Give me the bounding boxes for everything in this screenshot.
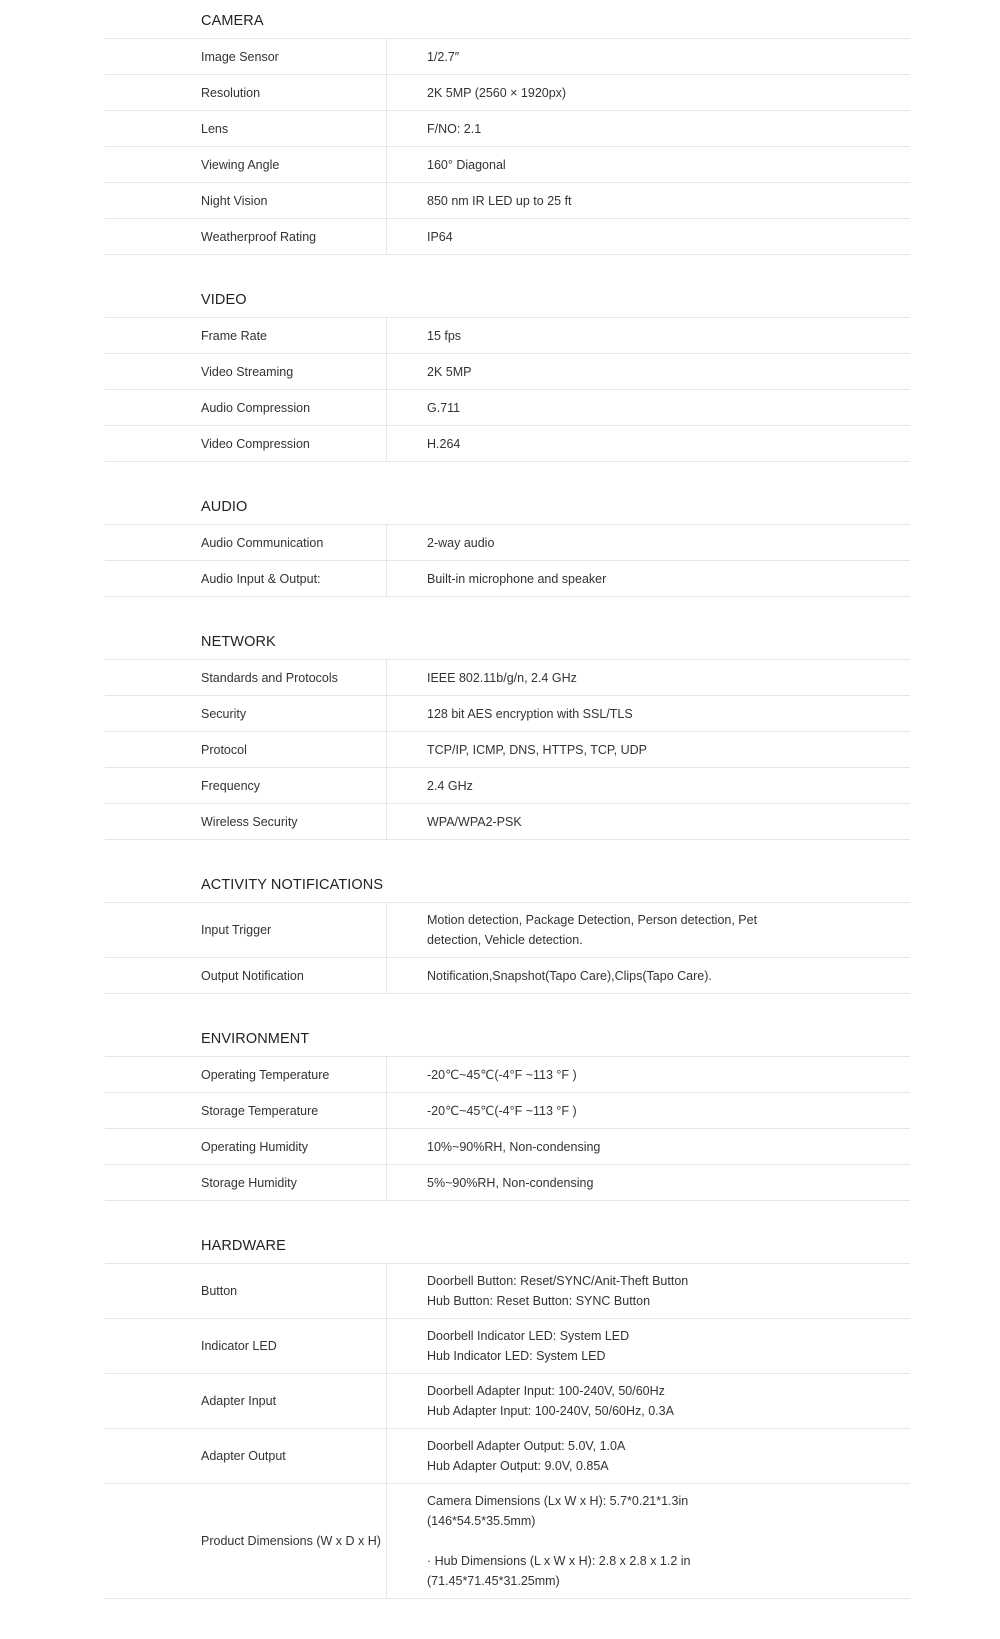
spec-value-line: Hub Button: Reset Button: SYNC Button — [427, 1294, 651, 1308]
spec-row — [105, 1264, 910, 1319]
spec-value — [387, 426, 910, 461]
spec-value-line: 10%~90%RH, Non-condensing — [427, 1139, 601, 1154]
spec-row — [105, 768, 910, 804]
section-title: HARDWARE — [105, 1225, 910, 1264]
spec-value-line: · Hub Dimensions (L x W x H): 2.8 x 2.8 x 1.2 in — [427, 1554, 691, 1568]
spec-value — [387, 804, 910, 839]
spec-row — [105, 1429, 910, 1484]
spec-value — [387, 1374, 910, 1428]
spec-value-line: 2K 5MP (2560 × 1920px) — [427, 85, 567, 100]
spec-value — [387, 390, 910, 425]
spec-label: Output Notification — [105, 958, 387, 993]
spec-value-line: WPA/WPA2-PSK — [427, 814, 522, 829]
spec-value-line: Doorbell Adapter Input: 100-240V, 50/60Hz — [427, 1384, 665, 1398]
spec-label: Storage Temperature — [105, 1093, 387, 1128]
spec-row — [105, 696, 910, 732]
spec-label: Operating Temperature — [105, 1057, 387, 1092]
spec-row — [105, 903, 910, 958]
spec-row — [105, 426, 910, 462]
section-video — [105, 279, 910, 462]
spec-row — [105, 75, 910, 111]
spec-row — [105, 1129, 910, 1165]
spec-label: Viewing Angle — [105, 147, 387, 182]
spec-value-line: F/NO: 2.1 — [427, 121, 482, 136]
section-title: AUDIO — [105, 486, 910, 525]
spec-label: Adapter Input — [105, 1374, 387, 1428]
spec-value — [387, 660, 910, 695]
spec-label: Image Sensor — [105, 39, 387, 74]
spec-row — [105, 390, 910, 426]
spec-value-line: -20℃~45℃(-4°F ~113 °F ) — [427, 1103, 577, 1118]
spec-label: Audio Communication — [105, 525, 387, 560]
spec-value — [387, 318, 910, 353]
spec-label: Video Compression — [105, 426, 387, 461]
spec-value — [387, 1129, 910, 1164]
spec-value-line: Hub Adapter Output: 9.0V, 0.85A — [427, 1459, 609, 1473]
spec-value-line: 160° Diagonal — [427, 157, 506, 172]
spec-row — [105, 1093, 910, 1129]
spec-row — [105, 804, 910, 840]
spec-label: Wireless Security — [105, 804, 387, 839]
spec-value — [387, 219, 910, 254]
spec-value — [387, 732, 910, 767]
spec-value-line: Notification,Snapshot(Tapo Care),Clips(Tapo Care). — [427, 968, 712, 983]
spec-table — [105, 0, 910, 1599]
spec-value-line: 850 nm IR LED up to 25 ft — [427, 193, 572, 208]
spec-label: Audio Compression — [105, 390, 387, 425]
spec-row — [105, 660, 910, 696]
spec-value — [387, 111, 910, 146]
section-environment — [105, 1018, 910, 1201]
spec-label: Video Streaming — [105, 354, 387, 389]
spec-row — [105, 1319, 910, 1374]
spec-value-line: 2-way audio — [427, 535, 495, 550]
spec-value-line: 2K 5MP — [427, 364, 472, 379]
spec-label: Button — [105, 1264, 387, 1318]
spec-label: Product Dimensions (W x D x H) — [105, 1484, 387, 1598]
spec-label: Resolution — [105, 75, 387, 110]
spec-label: Night Vision — [105, 183, 387, 218]
spec-value-line: Doorbell Adapter Output: 5.0V, 1.0A — [427, 1439, 626, 1453]
spec-value-line: 2.4 GHz — [427, 778, 473, 793]
spec-value-line: 128 bit AES encryption with SSL/TLS — [427, 706, 633, 721]
spec-row — [105, 318, 910, 354]
spec-value-line: detection, Vehicle detection. — [427, 933, 583, 947]
spec-value — [387, 958, 910, 993]
spec-value-line: 5%~90%RH, Non-condensing — [427, 1175, 594, 1190]
spec-value-line: H.264 — [427, 436, 461, 451]
spec-row — [105, 111, 910, 147]
spec-value-line: -20℃~45℃(-4°F ~113 °F ) — [427, 1067, 577, 1082]
spec-value-line: Doorbell Button: Reset/SYNC/Anit-Theft Button — [427, 1274, 689, 1288]
spec-row — [105, 219, 910, 255]
spec-row — [105, 1484, 910, 1599]
spec-label: Frequency — [105, 768, 387, 803]
spec-label: Indicator LED — [105, 1319, 387, 1373]
spec-row — [105, 732, 910, 768]
spec-value — [387, 1429, 910, 1483]
spec-label: Protocol — [105, 732, 387, 767]
spec-value-line: 1/2.7″ — [427, 49, 460, 64]
spec-row — [105, 1165, 910, 1201]
spec-value — [387, 768, 910, 803]
spec-label: Standards and Protocols — [105, 660, 387, 695]
spec-value — [387, 183, 910, 218]
spec-value-line: G.711 — [427, 400, 461, 415]
spec-value-line: (71.45*71.45*31.25mm) — [427, 1574, 560, 1588]
spec-value — [387, 147, 910, 182]
spec-value — [387, 1264, 910, 1318]
spec-value — [387, 561, 910, 596]
spec-value — [387, 1165, 910, 1200]
spec-row — [105, 1374, 910, 1429]
spec-label: Input Trigger — [105, 903, 387, 957]
spec-value-line: Camera Dimensions (Lx W x H): 5.7*0.21*1.3in — [427, 1494, 689, 1508]
spec-value — [387, 1319, 910, 1373]
spec-value — [387, 1057, 910, 1092]
spec-value-line: Motion detection, Package Detection, Person detection, Pet — [427, 913, 758, 927]
spec-value — [387, 525, 910, 560]
section-network — [105, 621, 910, 840]
section-hardware — [105, 1225, 910, 1599]
spec-value — [387, 39, 910, 74]
section-title: NETWORK — [105, 621, 910, 660]
spec-row — [105, 525, 910, 561]
section-audio — [105, 486, 910, 597]
spec-value — [387, 354, 910, 389]
spacer — [427, 1531, 790, 1551]
spec-label: Adapter Output — [105, 1429, 387, 1483]
spec-value-line: TCP/IP, ICMP, DNS, HTTPS, TCP, UDP — [427, 742, 647, 757]
spec-label: Audio Input & Output: — [105, 561, 387, 596]
spec-value-line: Built-in microphone and speaker — [427, 571, 607, 586]
spec-row — [105, 1057, 910, 1093]
spec-row — [105, 561, 910, 597]
spec-value-line: IP64 — [427, 229, 453, 244]
spec-label: Security — [105, 696, 387, 731]
spec-value — [387, 1093, 910, 1128]
spec-label: Lens — [105, 111, 387, 146]
spec-value-line: IEEE 802.11b/g/n, 2.4 GHz — [427, 670, 577, 685]
spec-row — [105, 354, 910, 390]
spec-value-line: (146*54.5*35.5mm) — [427, 1514, 536, 1528]
section-activity-notifications — [105, 864, 910, 994]
section-title: CAMERA — [105, 0, 910, 39]
spec-label: Operating Humidity — [105, 1129, 387, 1164]
section-title: ACTIVITY NOTIFICATIONS — [105, 864, 910, 903]
spec-row — [105, 147, 910, 183]
spec-label: Weatherproof Rating — [105, 219, 387, 254]
section-title: ENVIRONMENT — [105, 1018, 910, 1057]
spec-row — [105, 183, 910, 219]
spec-value — [387, 1484, 910, 1598]
spec-label: Storage Humidity — [105, 1165, 387, 1200]
spec-value-line: Hub Adapter Input: 100-240V, 50/60Hz, 0.3A — [427, 1404, 674, 1418]
spec-value — [387, 75, 910, 110]
spec-value — [387, 696, 910, 731]
spec-value-line: 15 fps — [427, 328, 462, 343]
spec-row — [105, 958, 910, 994]
spec-value-line: Doorbell Indicator LED: System LED — [427, 1329, 630, 1343]
section-title: VIDEO — [105, 279, 910, 318]
spec-value-line: Hub Indicator LED: System LED — [427, 1349, 606, 1363]
spec-row — [105, 39, 910, 75]
spec-value — [387, 903, 910, 957]
spec-label: Frame Rate — [105, 318, 387, 353]
section-camera — [105, 0, 910, 255]
